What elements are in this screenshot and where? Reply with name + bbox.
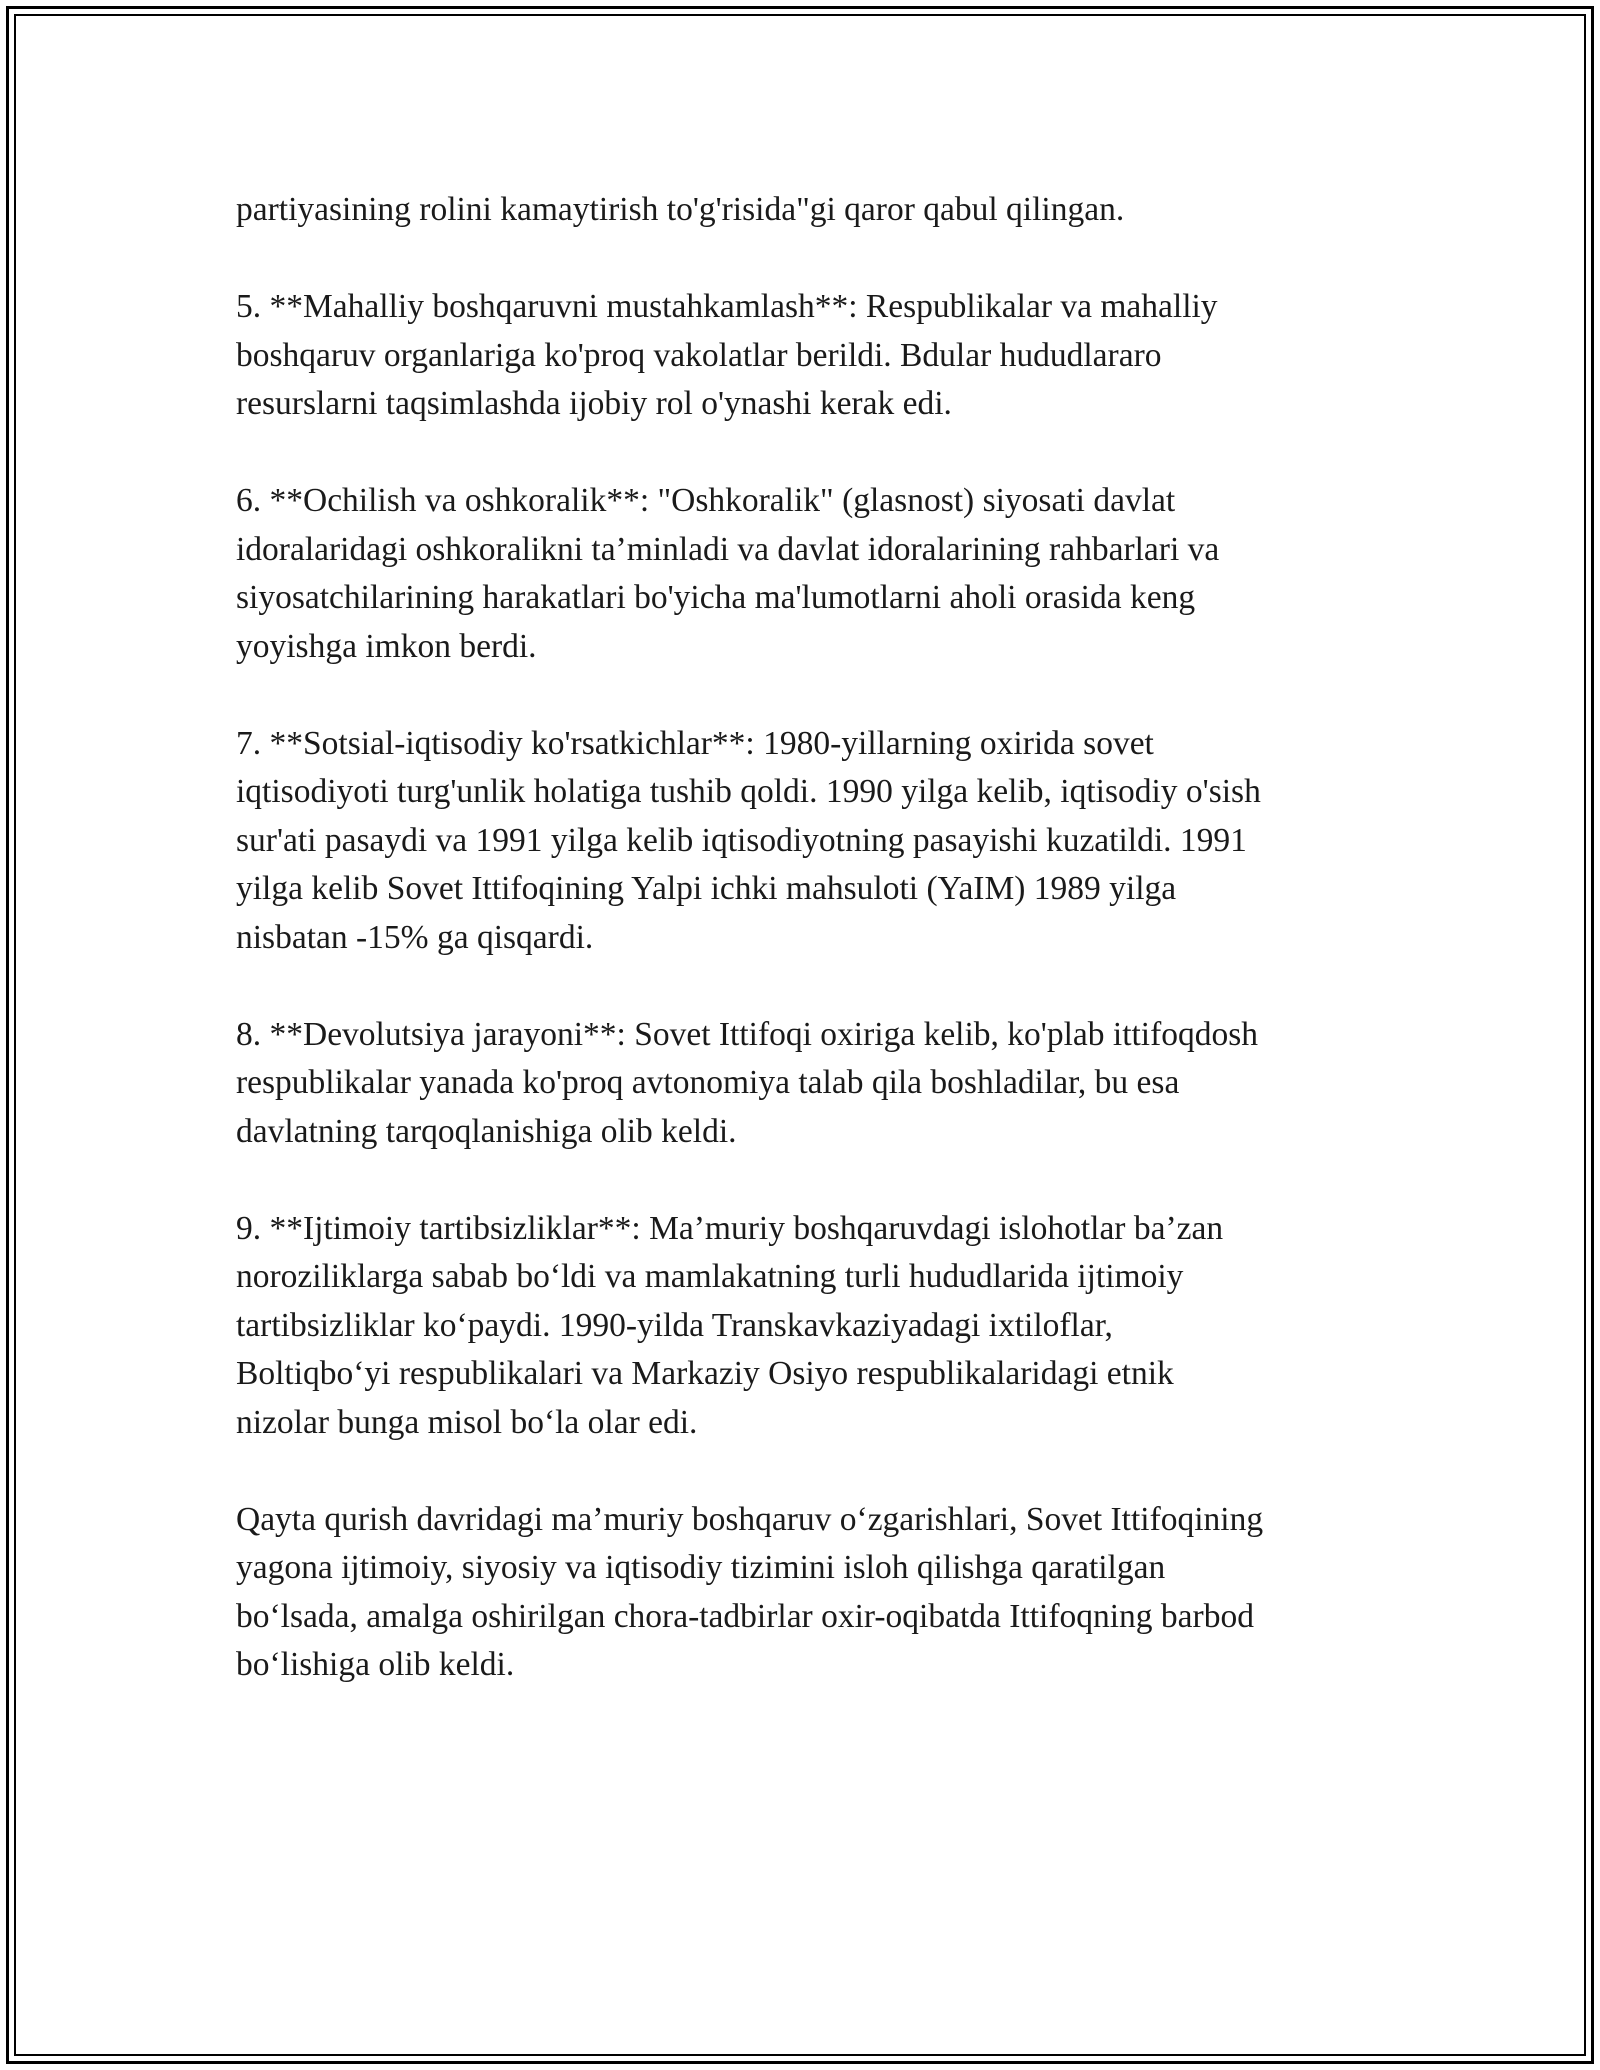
paragraph-item-9: 9. **Ijtimoiy tartibsizliklar**: Ma’muriy boshqaruvdagi islohotlar ba’zan noroziliklarga sabab bo‘ldi va mamlakatning turli hududlarida ijtimoiy tartibsizliklar ko‘paydi. 1990-yilda Transkavkaziyadagi ixtiloflar, Boltiqbo‘yi respublikalari va Markaziy Osiyo respublikalaridagi etnik nizolar bunga misol bo‘la olar edi. — [236, 1209, 1224, 1441]
paragraph-conclusion: Qayta qurish davridagi ma’muriy boshqaruv o‘zgarishlari, Sovet Ittifoqining yagona ijtimoiy, siyosiy va iqtisodiy tizimini isloh qilishga qaratilgan bo‘lsada, amalga oshirilgan chora-tadbirlar oxir-oqibatda Ittifoqning barbod bo‘lishiga olib keldi. — [236, 1500, 1264, 1683]
paragraph-item-8: 8. **Devolutsiya jarayoni**: Sovet Ittifoqi oxiriga kelib, ko'plab ittifoqdosh respublikalar yanada ko'proq avtonomiya talab qila boshladilar, bu esa davlatning tarqoqlanishiga olib keldi. — [236, 1015, 1259, 1150]
paragraph-continuation: partiyasining rolini kamaytirish to'g'risida"gi qaror qabul qilingan. — [236, 191, 1125, 228]
paragraph-item-6: 6. **Ochilish va oshkoralik**: "Oshkoralik" (glasnost) siyosati davlat idoralaridagi oshkoralikni ta’minladi va davlat idoralarining rahbarlari va siyosatchilarining harakatlari bo'yicha ma'lumotlarni aholi orasida keng yoyishga imkon berdi. — [236, 482, 1220, 665]
document-body — [236, 186, 1386, 1690]
paragraph-item-7: 7. **Sotsial-iqtisodiy ko'rsatkichlar**: 1980-yillarning oxirida sovet iqtisodiyoti turg'unlik holatiga tushib qoldi. 1990 yilga kelib, iqtisodiy o'sish sur'ati pasaydi va 1991 yilga kelib iqtisodiyotning pasayishi kuzatildi. 1991 yilga kelib Sovet Ittifoqining Yalpi ichki mahsuloti (YaIM) 1989 yilga nisbatan -15% ga qisqardi. — [236, 724, 1261, 956]
paragraph-item-5: 5. **Mahalliy boshqaruvni mustahkamlash**: Respublikalar va mahalliy boshqaruv organlariga ko'proq vakolatlar berildi. Bdular hududlararo resurslarni taqsimlashda ijobiy rol o'ynashi kerak edi. — [236, 288, 1218, 422]
